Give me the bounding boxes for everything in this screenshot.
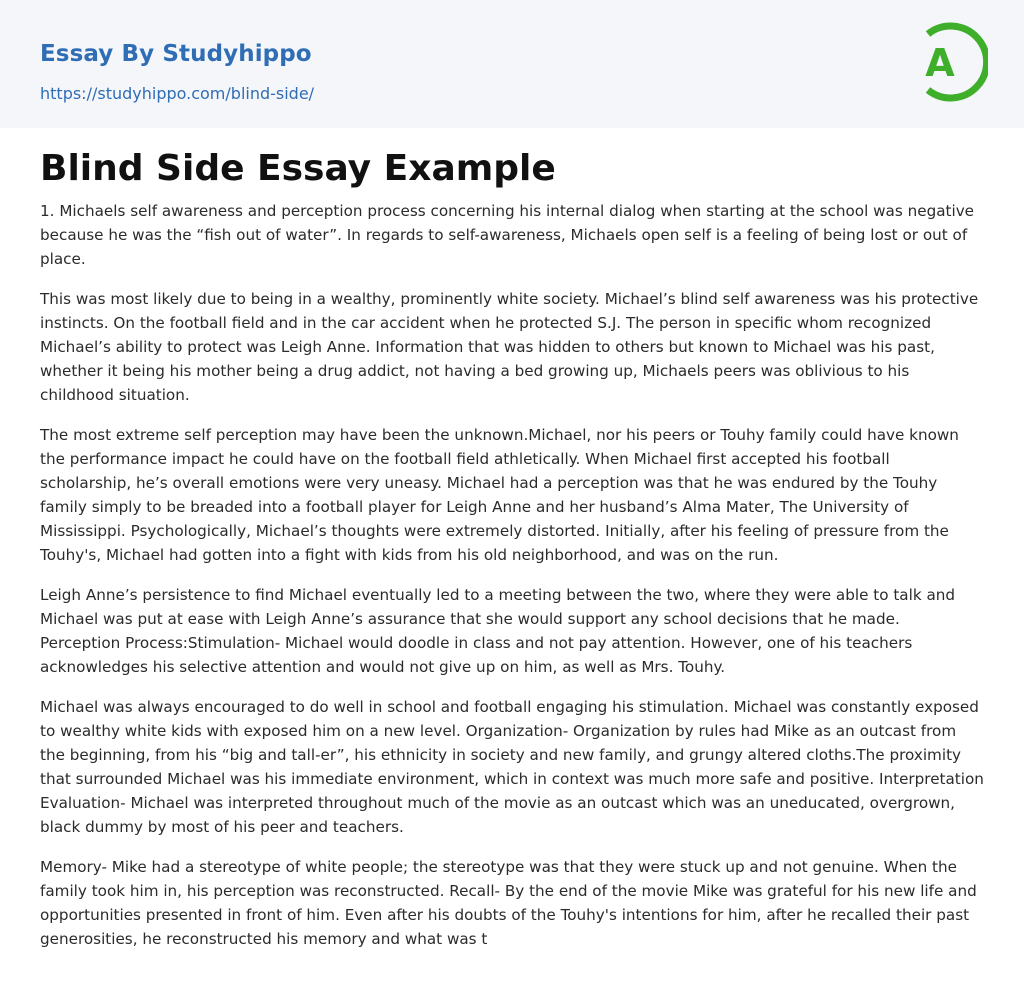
article — [0, 148, 1024, 951]
studyhippo-logo-icon[interactable] — [910, 18, 988, 106]
site-name[interactable]: Essay By Studyhippo — [40, 41, 312, 67]
site-header — [0, 0, 1024, 128]
paragraph: The most extreme self perception may have been the unknown.Michael, nor his peers or Touhy family could have known the performance impact he could have on the football field athletically. When Michael first accepted his football scholarship, he’s overall emotions were very uneasy. Michael had a perception was that he was endured by the Touhy family simply to be breaded into a football player for Leigh Anne and her husband’s Alma Mater, The University of Mississippi. Psychologically, Michael’s thoughts were extremely distorted. Initially, after his feeling of pressure from the Touhy's, Michael had gotten into a fight with kids from his old neighborhood, and was on the run. — [40, 426, 959, 564]
article-url-link[interactable]: https://studyhippo.com/blind-side/ — [40, 84, 315, 103]
paragraph: Michael was always encouraged to do well in school and football engaging his stimulation. Michael was constantly exposed to wealthy white kids with exposed him on a new level. Organization- Organization by rules had Mike as an outcast from the beginning, from his “big and tall-er”, his ethnicity in society and new family, and grungy altered cloths.The proximity that surrounded Michael was his immediate environment, which in context was much more safe and positive. Interpretation Evaluation- Michael was interpreted throughout much of the movie as an outcast which was an uneducated, overgrown, black dummy by most of his peer and teachers. — [40, 698, 984, 836]
paragraph: Leigh Anne’s persistence to find Michael eventually led to a meeting between the two, where they were able to talk and Michael was put at ease with Leigh Anne’s assurance that she would support any school decisions that he made. Perception Process:Stimulation- Michael would doodle in class and not pay attention. However, one of his teachers acknowledges his selective attention and would not give up on him, as well as Mrs. Touhy. — [40, 586, 956, 676]
paragraph: 1. Michaels self awareness and perception process concerning his internal dialog when starting at the school was negative because he was the “fish out of water”. In regards to self-awareness, Michaels open self is a feeling of being lost or out of place. — [40, 202, 975, 268]
article-title: Blind Side Essay Example — [40, 148, 556, 189]
logo-letter: A — [925, 41, 955, 85]
paragraph: Memory- Mike had a stereotype of white people; the stereotype was that they were stuck up and not genuine. When the family took him in, his perception was reconstructed. Recall- By the end of the movie Mike was grateful for his new life and opportunities presented in front of him. Even after his doubts of the Touhy's intentions for him, after he recalled their past generosities, he reconstructed his memory and what was t — [40, 858, 977, 948]
paragraph: This was most likely due to being in a wealthy, prominently white society. Michael’s blind self awareness was his protective instincts. On the football field and in the car accident when he protected S.J. The person in specific whom recognized Michael’s ability to protect was Leigh Anne. Information that was hidden to others but known to Michael was his past, whether it being his mother being a drug addict, not having a bed growing up, Michaels peers was oblivious to his childhood situation. — [40, 290, 979, 404]
